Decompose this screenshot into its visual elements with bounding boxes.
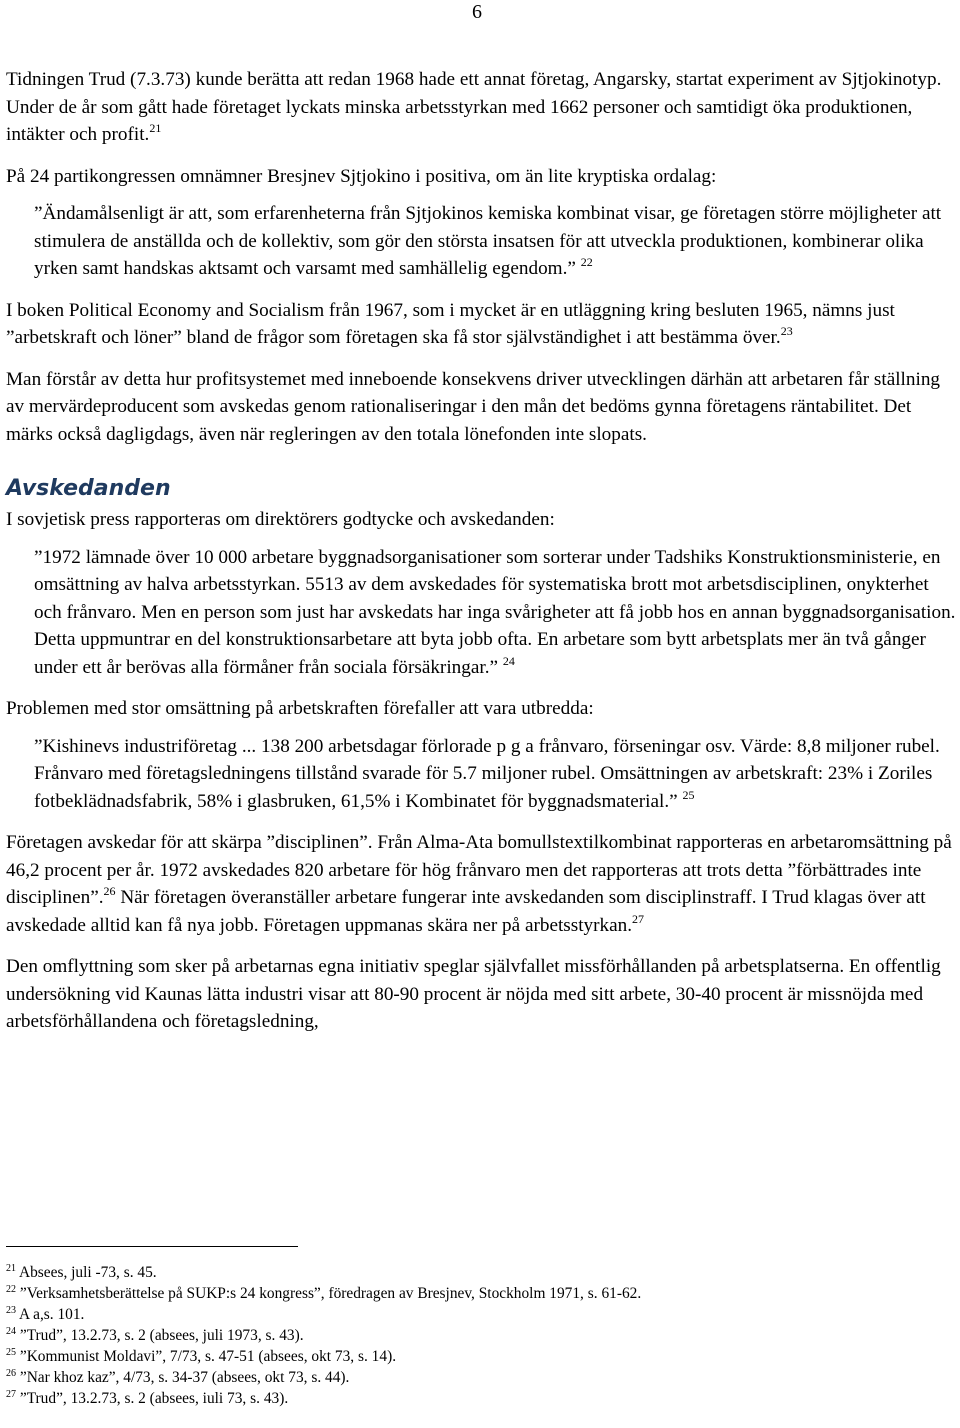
- footnote-item: $^{22}$ ”Verksamhetsberättelse på SUKP:s 24 kongress”, föredragen av Bresjnev, Stockholm 1971, s. 61-62.: [6, 1284, 642, 1302]
- paragraph-kaunas: Den omflyttning som sker på arbetarnas egna initiativ speglar självfallet missförhållanden på arbetsplatserna. En offentlig undersökning vid Kaunas lätta industri visar att 80-90 procent är nöjda med sitt arbete, 30-40 procent är missnöjda med arbetsförhållandena och företagsledning,: [6, 956, 941, 1032]
- footnote-item: $^{24}$ ”Trud”, 13.2.73, s. 2 (absees, juli 1973, s. 43).: [6, 1326, 304, 1344]
- footnote-ref[interactable]: 25: [682, 787, 695, 802]
- footnote-item: $^{27}$ ”Trud”, 13.2.73, s. 2 (absees, iuli 73, s. 43).: [6, 1389, 289, 1407]
- footnote-ref[interactable]: 21: [149, 121, 162, 135]
- paragraph-alma-ata: Företagen avskedar för att skärpa ”disciplinen”. Från Alma-Ata bomullstextilkombinat rapporteras en arbetaromsättning på 46,2 procent per år. 1972 avskedades 820 arbetare för hög frånvaro men det rapporteras att trots detta ”förbättrades inte disciplinen”.$^{26}$ När företagen överanställer arbetare fungerar inte avskedanden som disciplinstraff. I Trud klagas över att avskedade alltid kan få nya jobb. Företagen uppmanas skära ner på arbetsstyrkan.$^{27}$: [6, 832, 952, 936]
- quote-bresjnev: ”Ändamålsenligt är att, som erfarenheterna från Sjtjokinos kemiska kombinat visar, ge företagen större möjligheter att stimulera de anställda och de kollektiv, som gör den största insatsen för att utveckla produktionen, kombinerar olika yrken samt handskas aktsamt och varsamt med samhällelig egendom.” $^{22}$: [34, 203, 942, 279]
- footnote-item: $^{23}$ A a,s. 101.: [6, 1305, 85, 1323]
- document-body: [6, 66, 956, 1036]
- footnote-item: $^{26}$ ”Nar khoz kaz”, 4/73, s. 34-37 (absees, okt 73, s. 44).: [6, 1368, 350, 1386]
- paragraph-trud: Tidningen Trud (7.3.73) kunde berätta att redan 1968 hade ett annat företag, Angarsky, startat experiment av Sjtjokinotyp. Under de år som gått hade företaget lyckats minska arbetsstyrkan med 1662 personer och samtidigt öka produktionen, intäkter och profit.$^{21}$: [6, 69, 942, 145]
- page-number: 6: [472, 1, 482, 23]
- paragraph-omsattning: Problemen med stor omsättning på arbetskraften förefaller att vara utbredda:: [6, 698, 594, 719]
- paragraph-political-economy: I boken Political Economy and Socialism från 1967, som i mycket är en utläggning kring besluten 1965, nämns just ”arbetskraft och löner” bland de frågor som företagen ska få stor självständighet i att bestämma över.$^{23}$: [6, 299, 895, 348]
- quote-kishinev: ”Kishinevs industriföretag ... 138 200 arbetsdagar förlorade p g a frånvaro, förseningar osv. Värde: 8,8 miljoner rubel. Frånvaro med företagsledningens tillstånd svarade för 5.7 miljoner rubel. Omsättningen av arbetskraft: 23% i Zoriles fotbeklädnadsfabrik, 58% i glasbruken, 61,5% i Kombinatet för byggnadsmaterial.” $^{25}$: [34, 735, 940, 812]
- footnote-item: $^{21}$ Absees, juli -73, s. 45.: [6, 1263, 157, 1281]
- paragraph-sovjetisk-press: I sovjetisk press rapporteras om direktörers godtycke och avskedanden:: [6, 509, 555, 530]
- footnote-item: $^{25}$ ”Kommunist Moldavi”, 7/73, s. 47-51 (absees, okt 73, s. 14).: [6, 1347, 397, 1365]
- quote-tadshik: ”1972 lämnade över 10 000 arbetare byggnadsorganisationer som sorterar under Tadshiks Konstruktionsministerie, en omsättning av halva arbetsstyrkan. 5513 av dem avskedades för systematiska brott mot arbetsdisciplinen, onykterhet och frånvaro. Men en person som just har avskedats har inga svårigheter att få jobb hos en annan byggnadsorganisation. Detta uppmuntrar en del konstruktionsarbetare att byta jobb ofta. En arbetare som bytt arbetsplats mer än två gånger under ett år berövas alla förmåner från sociala försäkringar.” $^{24}$: [34, 546, 956, 678]
- paragraph-profitsystem: Man förstår av detta hur profitsystemet med inneboende konsekvens driver utvecklingen därhän att arbetaren får ställning av mervärdeproducent som avskedas genom rationaliseringar i den mån det bedöms gynna företagens räntabilitet. Det märks också dagligdags, även när regleringen av den totala lönefonden inte slopats.: [6, 368, 941, 445]
- section-heading: Avskedanden: [6, 476, 171, 501]
- footnote-ref[interactable]: 22: [580, 255, 593, 269]
- footnote-ref[interactable]: 23: [780, 324, 793, 338]
- paragraph-bresjnev: På 24 partikongressen omnämner Bresjnev Sjtjokino i positiva, om än lite kryptiska ordalag:: [6, 165, 717, 187]
- footnotes: [6, 1262, 956, 1409]
- footnote-divider: [6, 1246, 298, 1247]
- footnote-ref[interactable]: 27: [632, 911, 645, 926]
- footnote-ref[interactable]: 26: [103, 884, 116, 898]
- footnote-ref[interactable]: 24: [502, 653, 515, 668]
